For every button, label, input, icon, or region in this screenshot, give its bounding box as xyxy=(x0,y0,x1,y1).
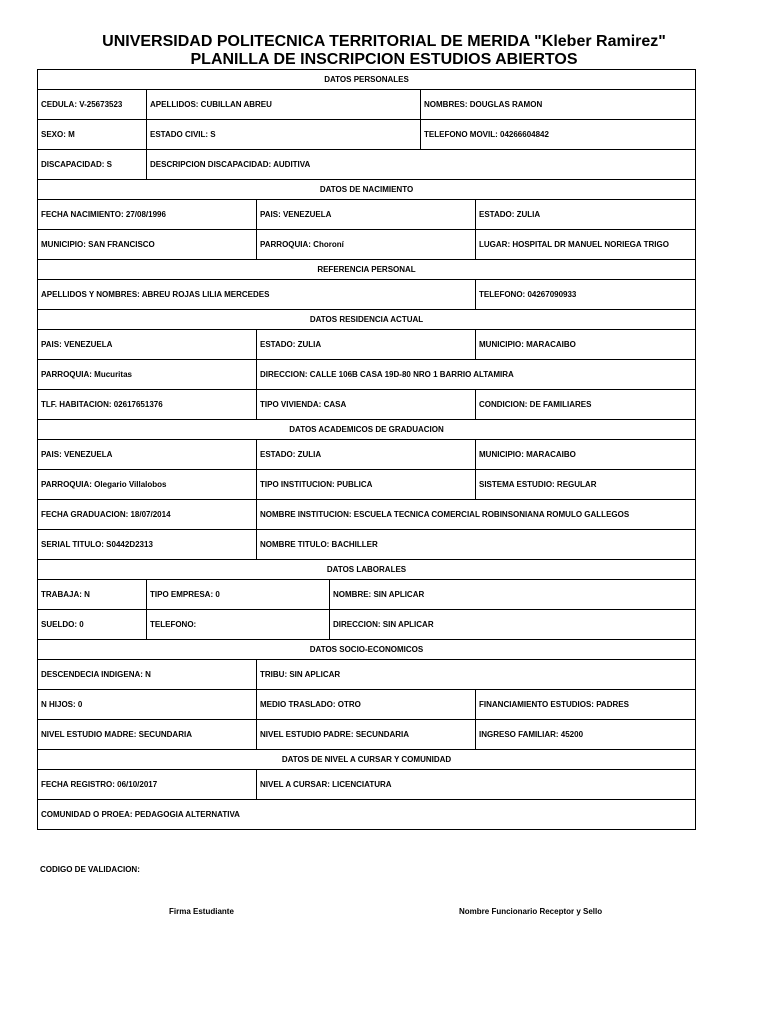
datos-personales-header: DATOS PERSONALES xyxy=(38,70,696,90)
estado-civil-cell: ESTADO CIVIL: S xyxy=(147,120,421,150)
serial-titulo-cell: SERIAL TITULO: S0442D2313 xyxy=(38,530,257,560)
sistema-estudio-cell: SISTEMA ESTUDIO: REGULAR xyxy=(476,470,696,500)
municipio-nacimiento-cell: MUNICIPIO: SAN FRANCISCO xyxy=(38,230,257,260)
nombre-titulo-cell: NOMBRE TITULO: BACHILLER xyxy=(257,530,696,560)
section-header-row xyxy=(38,70,696,90)
section-header-row xyxy=(38,310,696,330)
fecha-registro-cell: FECHA REGISTRO: 06/10/2017 xyxy=(38,770,257,800)
direccion-residencia-cell: DIRECCION: CALLE 106B CASA 19D-80 NRO 1 BARRIO ALTAMIRA xyxy=(257,360,696,390)
parroquia-residencia-cell: PARROQUIA: Mucuritas xyxy=(38,360,257,390)
table-row xyxy=(38,360,696,390)
section-header-row xyxy=(38,750,696,770)
nombres-cell: NOMBRES: DOUGLAS RAMON xyxy=(421,90,696,120)
tlf-habitacion-cell: TLF. HABITACION: 02617651376 xyxy=(38,390,257,420)
estado-nacimiento-cell: ESTADO: ZULIA xyxy=(476,200,696,230)
datos-nacimiento-header: DATOS DE NACIMIENTO xyxy=(38,180,696,200)
codigo-validacion: CODIGO DE VALIDACION: xyxy=(40,865,140,874)
datos-residencia-header: DATOS RESIDENCIA ACTUAL xyxy=(38,310,696,330)
estado-residencia-cell: ESTADO: ZULIA xyxy=(257,330,476,360)
financiamiento-cell: FINANCIAMIENTO ESTUDIOS: PADRES xyxy=(476,690,696,720)
table-row xyxy=(38,200,696,230)
parroquia-nacimiento-cell: PARROQUIA: Choroní xyxy=(257,230,476,260)
nombre-empresa-cell: NOMBRE: SIN APLICAR xyxy=(330,580,696,610)
table-row xyxy=(38,230,696,260)
pais-nacimiento-cell: PAIS: VENEZUELA xyxy=(257,200,476,230)
sueldo-cell: SUELDO: 0 xyxy=(38,610,147,640)
municipio-residencia-cell: MUNICIPIO: MARACAIBO xyxy=(476,330,696,360)
nivel-cursar-cell: NIVEL A CURSAR: LICENCIATURA xyxy=(257,770,696,800)
discapacidad-cell: DISCAPACIDAD: S xyxy=(38,150,147,180)
table-row xyxy=(38,530,696,560)
fecha-graduacion-cell: FECHA GRADUACION: 18/07/2014 xyxy=(38,500,257,530)
section-header-row xyxy=(38,640,696,660)
nivel-padre-cell: NIVEL ESTUDIO PADRE: SECUNDARIA xyxy=(257,720,476,750)
tipo-vivienda-cell: TIPO VIVIENDA: CASA xyxy=(257,390,476,420)
table-row xyxy=(38,150,696,180)
datos-nivel-header: DATOS DE NIVEL A CURSAR Y COMUNIDAD xyxy=(38,750,696,770)
lugar-nacimiento-cell: LUGAR: HOSPITAL DR MANUEL NORIEGA TRIGO xyxy=(476,230,696,260)
table-row xyxy=(38,660,696,690)
table-row xyxy=(38,120,696,150)
cedula-cell: CEDULA: V-25673523 xyxy=(38,90,147,120)
telefono-laboral-cell: TELEFONO: xyxy=(147,610,330,640)
firma-estudiante-label: Firma Estudiante xyxy=(169,907,234,916)
fecha-nacimiento-cell: FECHA NACIMIENTO: 27/08/1996 xyxy=(38,200,257,230)
table-row xyxy=(38,580,696,610)
descendencia-indigena-cell: DESCENDECIA INDIGENA: N xyxy=(38,660,257,690)
section-header-row xyxy=(38,180,696,200)
table-row xyxy=(38,720,696,750)
table-row xyxy=(38,280,696,310)
trabaja-cell: TRABAJA: N xyxy=(38,580,147,610)
tribu-cell: TRIBU: SIN APLICAR xyxy=(257,660,696,690)
direccion-laboral-cell: DIRECCION: SIN APLICAR xyxy=(330,610,696,640)
table-row xyxy=(38,800,696,830)
medio-traslado-cell: MEDIO TRASLADO: OTRO xyxy=(257,690,476,720)
firma-funcionario-label: Nombre Funcionario Receptor y Sello xyxy=(459,907,603,916)
form-title: PLANILLA DE INSCRIPCION ESTUDIOS ABIERTOS xyxy=(190,51,578,68)
telefono-movil-cell: TELEFONO MOVIL: 04266604842 xyxy=(421,120,696,150)
registration-form-table xyxy=(37,69,696,830)
condicion-cell: CONDICION: DE FAMILIARES xyxy=(476,390,696,420)
table-row xyxy=(38,610,696,640)
nombre-institucion-cell: NOMBRE INSTITUCION: ESCUELA TECNICA COMERCIAL ROBINSONIANA ROMULO GALLEGOS xyxy=(257,500,696,530)
table-row xyxy=(38,770,696,800)
descripcion-discapacidad-cell: DESCRIPCION DISCAPACIDAD: AUDITIVA xyxy=(147,150,696,180)
estado-graduacion-cell: ESTADO: ZULIA xyxy=(257,440,476,470)
municipio-graduacion-cell: MUNICIPIO: MARACAIBO xyxy=(476,440,696,470)
section-header-row xyxy=(38,260,696,280)
section-header-row xyxy=(38,420,696,440)
institution-title: UNIVERSIDAD POLITECNICA TERRITORIAL DE MERIDA "Kleber Ramirez" xyxy=(102,33,666,50)
referencia-telefono-cell: TELEFONO: 04267090933 xyxy=(476,280,696,310)
pais-residencia-cell: PAIS: VENEZUELA xyxy=(38,330,257,360)
comunidad-cell: COMUNIDAD O PROEA: PEDAGOGIA ALTERNATIVA xyxy=(38,800,696,830)
referencia-personal-header: REFERENCIA PERSONAL xyxy=(38,260,696,280)
table-row xyxy=(38,690,696,720)
datos-socio-economicos-header: DATOS SOCIO-ECONOMICOS xyxy=(38,640,696,660)
ingreso-familiar-cell: INGRESO FAMILIAR: 45200 xyxy=(476,720,696,750)
table-row xyxy=(38,390,696,420)
nivel-madre-cell: NIVEL ESTUDIO MADRE: SECUNDARIA xyxy=(38,720,257,750)
section-header-row xyxy=(38,560,696,580)
tipo-empresa-cell: TIPO EMPRESA: 0 xyxy=(147,580,330,610)
n-hijos-cell: N HIJOS: 0 xyxy=(38,690,257,720)
table-row xyxy=(38,440,696,470)
datos-academicos-header: DATOS ACADEMICOS DE GRADUACION xyxy=(38,420,696,440)
table-row xyxy=(38,90,696,120)
pais-graduacion-cell: PAIS: VENEZUELA xyxy=(38,440,257,470)
datos-laborales-header: DATOS LABORALES xyxy=(38,560,696,580)
parroquia-graduacion-cell: PARROQUIA: Olegario Villalobos xyxy=(38,470,257,500)
table-row xyxy=(38,500,696,530)
table-row xyxy=(38,330,696,360)
tipo-institucion-cell: TIPO INSTITUCION: PUBLICA xyxy=(257,470,476,500)
sexo-cell: SEXO: M xyxy=(38,120,147,150)
table-row xyxy=(38,470,696,500)
apellidos-cell: APELLIDOS: CUBILLAN ABREU xyxy=(147,90,421,120)
referencia-nombres-cell: APELLIDOS Y NOMBRES: ABREU ROJAS LILIA MERCEDES xyxy=(38,280,476,310)
